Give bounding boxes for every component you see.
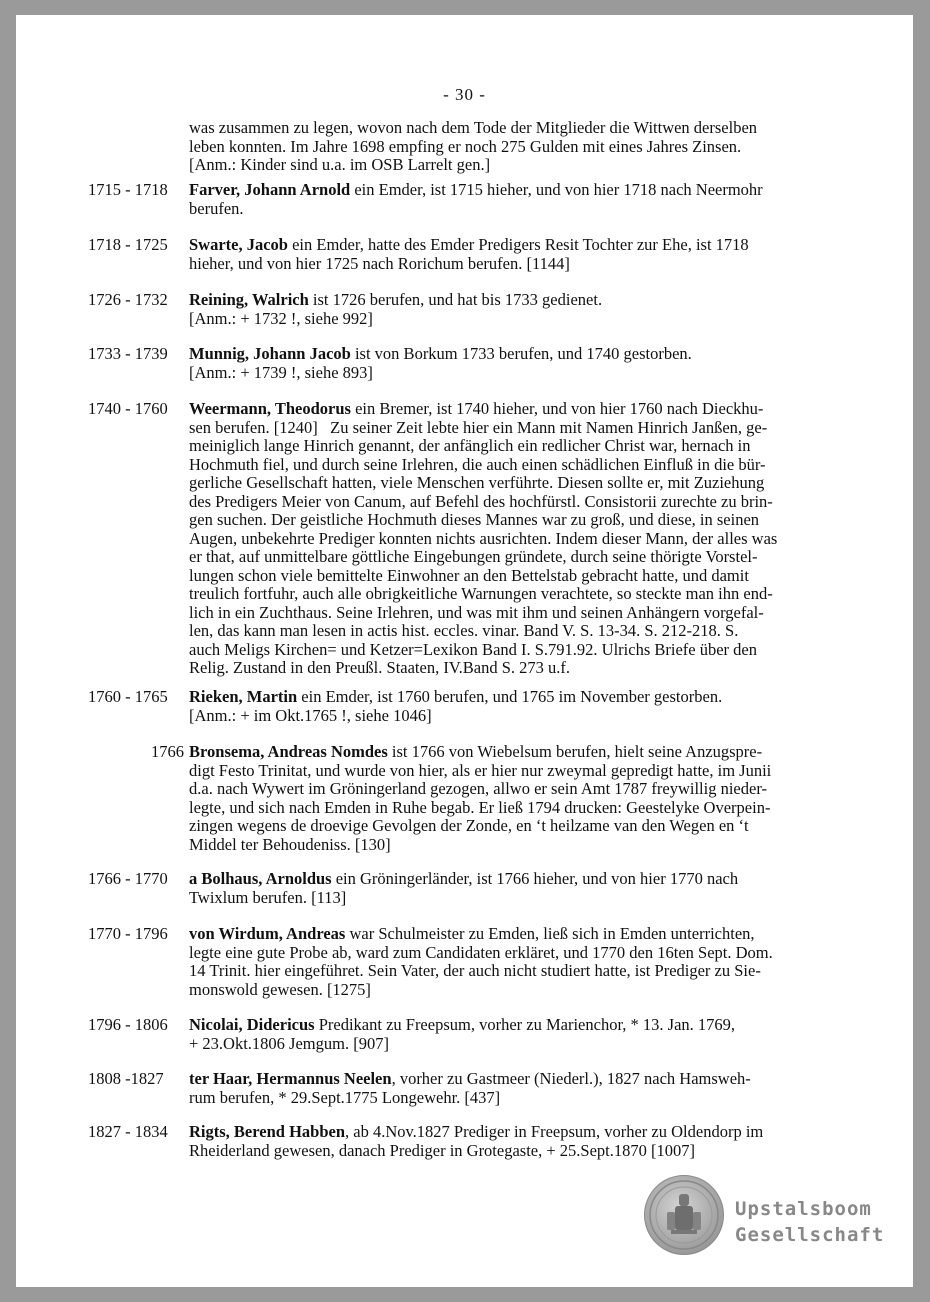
entry-text: , vorher zu Gastmeer (Niederl.), 1827 nach Hamsweh-	[391, 1069, 751, 1088]
society-seal-icon	[644, 1175, 724, 1255]
entry-text: ein Bremer, ist 1740 hieher, und von hier 1760 nach Dieckhu-	[350, 399, 764, 418]
text-line	[189, 870, 869, 889]
text-line: meiniglich lange Hinrich genannt, der anfänglich ein redlicher Christ war, hernach in	[189, 436, 751, 455]
entry-text: ein Gröningerländer, ist 1766 hieher, und von hier 1770 nach	[331, 869, 739, 888]
text-line: lich in ein Zuchthaus. Seine Irlehren, und was mit ihm und seinen Anhängern vorgefal-	[189, 602, 764, 622]
entry-body	[189, 400, 869, 678]
entry-years: 1740 - 1760	[88, 399, 168, 418]
pastor-name: Bronsema, Andreas Nomdes	[189, 742, 388, 761]
text-line: [Anm.: Kinder sind u.a. im OSB Larrelt gen.]	[189, 155, 491, 174]
entry-body	[189, 1016, 869, 1053]
text-line: Relig. Zustand in den Preußl. Staaten, IV.Band S. 273 u.f.	[189, 658, 570, 677]
text-line: Twixlum berufen. [113]	[189, 887, 347, 907]
text-line: legte, und sich nach Emden in Ruhe begab. Er ließ 1794 drucken: Geestelyke Overpein-	[189, 797, 771, 817]
text-line: gen suchen. Der geistliche Hochmuth dieses Mannes war zu groß, und diese, in seinen	[189, 510, 760, 529]
text-line: len, das kann man lesen in actis hist. eccles. vinar. Band V. S. 13-34. S. 212-218. S.	[189, 621, 739, 640]
text-line: Middel ter Behoudeniss. [130]	[189, 834, 391, 854]
entry-body	[189, 870, 869, 907]
text-line: sen berufen. [1240] Zu seiner Zeit lebte hier ein Mann mit Namen Hinrich Janßen, ge-	[189, 417, 768, 437]
entry-years: 1718 - 1725	[88, 235, 168, 254]
pastor-name: a Bolhaus, Arnoldus	[189, 869, 332, 888]
text-line: Hochmuth fiel, und durch seine Irlehren, die auch einen schädlichen Einfluß in die bür-	[189, 454, 766, 474]
text-line: was zusammen zu legen, wovon nach dem Tode der Mitglieder die Wittwen derselben	[189, 118, 758, 137]
text-line: leben konnten. Im Jahre 1698 empfing er noch 275 Gulden mit eines Jahres Zinsen.	[189, 136, 742, 156]
entry-text: Predikant zu Freepsum, vorher zu Marienchor, * 13. Jan. 1769,	[314, 1015, 736, 1034]
text-line: des Predigers Meier von Canum, auf Befehl des hochfürstl. Consistorii zurechte zu brin-	[189, 491, 773, 511]
text-line: + 23.Okt.1806 Jemgum. [907]	[189, 1033, 389, 1053]
entry-text: war Schulmeister zu Emden, ließ sich in Emden unterrichten,	[345, 924, 755, 943]
entry-body	[189, 743, 869, 854]
continuation-text	[189, 119, 869, 175]
entry-body	[189, 1070, 869, 1107]
entry-years: 1766 - 1770	[88, 869, 168, 888]
text-line: d.a. nach Wywert im Gröningerland gezogen, allwo er sein Amt 1787 freywillig nieder-	[189, 779, 767, 798]
text-line: zingen wegens de droevige Gevolgen der Zonde, en ‘t heilzame van den Wegen en ‘t	[189, 816, 749, 835]
pastor-name: Nicolai, Didericus	[189, 1015, 315, 1034]
text-line	[189, 236, 869, 255]
text-line	[189, 400, 869, 419]
text-line	[189, 345, 869, 364]
entry-years: 1760 - 1765	[88, 687, 168, 706]
pastor-name: von Wirdum, Andreas	[189, 924, 346, 943]
text-line: [Anm.: + im Okt.1765 !, siehe 1046]	[189, 705, 432, 725]
text-line: treulich fortfuhr, auch alle obrigkeitliche Warnungen verachtete, so steckte man ihn end-	[189, 584, 773, 603]
society-line: Gesellschaft	[735, 1224, 885, 1246]
text-line: digt Festo Trinitat, und wurde von hier, als er hier nur zweymal gepredigt hatte, im Junii	[189, 760, 772, 780]
pastor-name: ter Haar, Hermannus Neelen	[189, 1069, 392, 1088]
text-line	[189, 1123, 869, 1142]
entry-years: 1715 - 1718	[88, 180, 168, 199]
entry-body	[189, 345, 869, 382]
entry-text: ist 1726 berufen, und hat bis 1733 gedienet.	[308, 290, 603, 309]
text-line: er that, auf unmittelbare göttliche Eingebungen gründete, durch seine thörigte Vorstel-	[189, 547, 758, 566]
text-line: Augen, unbekehrte Prediger konnten nichts ausrichten. Indem dieser Mann, der alles was	[189, 528, 778, 548]
text-line: hieher, und von hier 1725 nach Rorichum berufen. [1144]	[189, 253, 570, 273]
pastor-name: Farver, Johann Arnold	[189, 180, 351, 199]
text-line: lungen schon viele bemittelte Einwohner an den Bettelstab gebracht hatte, und damit	[189, 565, 749, 585]
pastor-name: Reining, Walrich	[189, 290, 309, 309]
text-line: rum berufen, * 29.Sept.1775 Longewehr. [437]	[189, 1087, 501, 1107]
text-line	[189, 688, 869, 707]
text-line	[189, 291, 869, 310]
society-name	[735, 1196, 895, 1248]
text-line: Rheiderland gewesen, danach Prediger in Grotegaste, + 25.Sept.1870 [1007]	[189, 1140, 695, 1160]
entry-body	[189, 688, 869, 725]
text-line	[189, 181, 869, 200]
entry-text: ein Emder, ist 1760 berufen, und 1765 im November gestorben.	[297, 687, 723, 706]
entry-years: 1808 -1827	[88, 1069, 164, 1088]
entry-body	[189, 925, 869, 999]
text-line	[189, 743, 869, 762]
entry-years: 1766	[151, 742, 184, 761]
page-number: - 30 -	[443, 85, 486, 104]
society-line: Upstalsboom	[735, 1198, 872, 1220]
text-line: 14 Trinit. hier eingeführet. Sein Vater, der auch nicht studiert hatte, ist Prediger zu Sie-	[189, 961, 761, 980]
entry-years: 1827 - 1834	[88, 1122, 168, 1141]
entry-years: 1796 - 1806	[88, 1015, 168, 1034]
text-line	[189, 1070, 869, 1089]
text-line: legte eine gute Probe ab, ward zum Candidaten erkläret, und 1770 den 16ten Sept. Dom.	[189, 942, 773, 962]
text-line: [Anm.: + 1739 !, siehe 893]	[189, 362, 373, 382]
pastor-name: Rigts, Berend Habben	[189, 1122, 346, 1141]
pastor-name: Rieken, Martin	[189, 687, 298, 706]
text-line: monswold gewesen. [1275]	[189, 979, 371, 999]
entry-text: ein Emder, hatte des Emder Predigers Resit Tochter zur Ehe, ist 1718	[287, 235, 749, 254]
entry-body	[189, 181, 869, 218]
entry-body	[189, 236, 869, 273]
entry-text: ist von Borkum 1733 berufen, und 1740 gestorben.	[350, 344, 692, 363]
text-line	[189, 1016, 869, 1035]
entry-text: , ab 4.Nov.1827 Prediger in Freepsum, vorher zu Oldendorp im	[345, 1122, 764, 1141]
entry-years: 1726 - 1732	[88, 290, 168, 309]
text-line: gerliche Gesellschaft hatten, viele Menschen verführte. Diesen sollte er, mit Zuziehung	[189, 473, 765, 492]
pastor-name: Munnig, Johann Jacob	[189, 344, 351, 363]
text-line: auch Meligs Kirchen= und Ketzer=Lexikon Band I. S.791.92. Ulrichs Briefe über den	[189, 639, 758, 659]
text-line: [Anm.: + 1732 !, siehe 992]	[189, 308, 373, 328]
entry-years: 1733 - 1739	[88, 344, 168, 363]
entry-body	[189, 1123, 869, 1160]
pastor-name: Weermann, Theodorus	[189, 399, 351, 418]
entry-text: ist 1766 von Wiebelsum berufen, hielt seine Anzugspre-	[387, 742, 763, 761]
entry-text: ein Emder, ist 1715 hieher, und von hier 1718 nach Neermohr	[350, 180, 763, 199]
text-line	[189, 925, 869, 944]
text-line: berufen.	[189, 198, 244, 218]
pastor-name: Swarte, Jacob	[189, 235, 288, 254]
entry-body	[189, 291, 869, 328]
entry-years: 1770 - 1796	[88, 924, 168, 943]
page	[16, 15, 913, 1287]
